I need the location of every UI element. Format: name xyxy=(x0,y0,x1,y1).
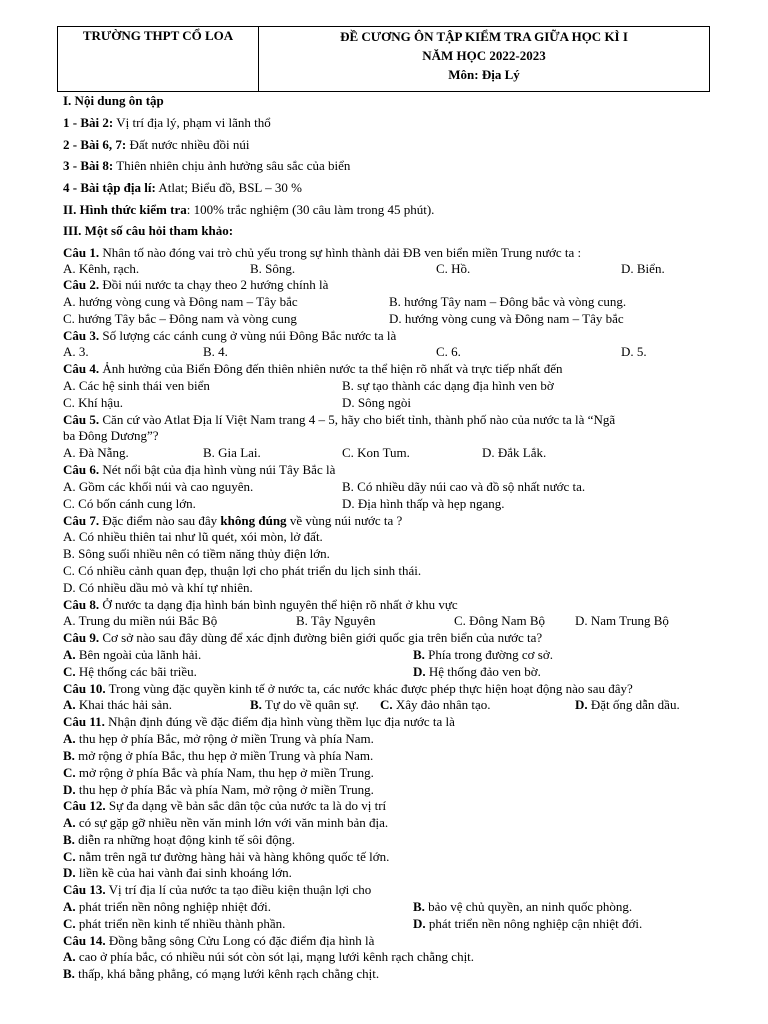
q2-option-b: B. hướng Tây nam – Đông bắc và vòng cung. xyxy=(389,294,627,309)
q4-option-b: B. sự tạo thành các dạng địa hình ven bờ xyxy=(342,378,554,393)
q2-option-c: C. hướng Tây bắc – Đông nam và vòng cung xyxy=(63,311,297,326)
title-line-1: ĐỀ CƯƠNG ÔN TẬP KIỂM TRA GIỮA HỌC KÌ I xyxy=(340,29,628,44)
question-4: Câu 4. Ảnh hưởng của Biển Đông đến thiên nhiên nước ta thể hiện rõ nhất và trực tiếp nhất đến xyxy=(63,361,563,376)
question-11: Câu 11. Nhận định đúng về đặc điểm địa hình vùng thềm lục địa nước ta là xyxy=(63,714,455,729)
exam-form: II. Hình thức kiểm tra: 100% trắc nghiệm (30 câu làm trong 45 phút). xyxy=(63,202,435,217)
q3-option-b: B. 4. xyxy=(203,344,228,359)
q2-option-d: D. hướng vòng cung và Đông nam – Tây bắc xyxy=(389,311,624,326)
q9-option-d: D. Hệ thống đảo ven bờ. xyxy=(413,664,541,679)
title-line-3: Môn: Địa Lý xyxy=(448,67,520,82)
q1-option-b: B. Sông. xyxy=(250,261,296,276)
q5-option-d: D. Đắk Lắk. xyxy=(482,445,547,460)
q8-option-a: A. Trung du miền núi Bắc Bộ xyxy=(63,613,218,628)
q12-option-c: C. nằm trên ngã tư đường hàng hải và hàng không quốc tế lớn. xyxy=(63,849,390,864)
question-12: Câu 12. Sự đa dạng về bản sắc dân tộc của nước ta là do vị trí xyxy=(63,798,387,813)
q1-option-c: C. Hồ. xyxy=(436,261,471,276)
topic-3: 3 - Bài 8: Thiên nhiên chịu ảnh hưởng sâu sắc của biển xyxy=(63,158,351,173)
question-5: Câu 5. Căn cứ vào Atlat Địa lí Việt Nam trang 4 – 5, hãy cho biết tỉnh, thành phố nào của nước ta là “Ngã xyxy=(63,412,616,427)
q11-option-d: D. thu hẹp ở phía Bắc và phía Nam, mở rộng ở miền Trung. xyxy=(63,782,374,797)
q9-option-a: A. Bên ngoài của lãnh hải. xyxy=(63,647,202,662)
question-1: Câu 1. Nhân tố nào đóng vai trò chủ yếu trong sự hình thành dải ĐB ven biển miền Trung nước ta : xyxy=(63,245,582,260)
q14-option-a: A. cao ở phía bắc, có nhiều núi sót còn sót lại, mạng lưới kênh rạch chằng chịt. xyxy=(63,949,475,964)
question-3: Câu 3. Số lượng các cánh cung ở vùng núi Đông Bắc nước ta là xyxy=(63,328,397,343)
q2-option-a: A. hướng vòng cung và Đông nam – Tây bắc xyxy=(63,294,298,309)
question-5-cont: ba Đông Dương”? xyxy=(63,428,159,443)
q11-option-c: C. mở rộng ở phía Bắc và phía Nam, thu hẹp ở miền Trung. xyxy=(63,765,374,780)
q3-option-c: C. 6. xyxy=(436,344,461,359)
question-2: Câu 2. Đồi núi nước ta chạy theo 2 hướng chính là xyxy=(63,277,329,292)
q5-option-a: A. Đà Nẵng. xyxy=(63,445,129,460)
q3-option-d: D. 5. xyxy=(621,344,647,359)
document-title xyxy=(259,27,710,92)
q6-option-d: D. Địa hình thấp và hẹp ngang. xyxy=(342,496,505,511)
question-7: Câu 7. Đặc điểm nào sau đây không đúng về vùng núi nước ta ? xyxy=(63,513,403,528)
q13-option-a: A. phát triển nền nông nghiệp nhiệt đới. xyxy=(63,899,271,914)
section-heading-content: I. Nội dung ôn tập xyxy=(63,93,164,108)
q9-option-c: C. Hệ thống các bãi triều. xyxy=(63,664,197,679)
q13-option-b: B. bảo vệ chủ quyền, an ninh quốc phòng. xyxy=(413,899,633,914)
question-10: Câu 10. Trong vùng đặc quyền kinh tế ở nước ta, các nước khác được phép thực hiện hoạt động nào sau đây? xyxy=(63,681,633,696)
q5-option-b: B. Gia Lai. xyxy=(203,445,261,460)
q6-option-a: A. Gồm các khối núi và cao nguyên. xyxy=(63,479,254,494)
q6-option-c: C. Có bốn cánh cung lớn. xyxy=(63,496,196,511)
question-6: Câu 6. Nét nổi bật của địa hình vùng núi Tây Bắc là xyxy=(63,462,336,477)
question-8: Câu 8. Ở nước ta dạng địa hình bán bình nguyên thể hiện rõ nhất ở khu vực xyxy=(63,597,458,612)
q13-option-d: D. phát triển nền nông nghiệp cận nhiệt đới. xyxy=(413,916,643,931)
q12-option-b: B. diễn ra những hoạt động kinh tế sôi động. xyxy=(63,832,295,847)
q7-option-b: B. Sông suối nhiều nên có tiềm năng thủy điện lớn. xyxy=(63,546,330,561)
section-heading-questions: III. Một số câu hỏi tham khảo: xyxy=(63,223,234,238)
q10-option-a: A. Khai thác hải sản. xyxy=(63,697,173,712)
q8-option-b: B. Tây Nguyên xyxy=(296,613,376,628)
q12-option-d: D. liền kề của hai vành đai sinh khoáng lớn. xyxy=(63,865,292,880)
q1-option-a: A. Kênh, rạch. xyxy=(63,261,140,276)
q10-option-d: D. Đặt ống dẫn dầu. xyxy=(575,697,680,712)
topic-1: 1 - Bài 2: Vị trí địa lý, phạm vi lãnh thổ xyxy=(63,115,271,130)
q10-option-b: B. Tự do về quân sự. xyxy=(250,697,359,712)
q4-option-c: C. Khí hậu. xyxy=(63,395,123,410)
topic-4: 4 - Bài tập địa lí: Atlat; Biểu đồ, BSL – 30 % xyxy=(63,180,302,195)
q6-option-b: B. Có nhiều dãy núi cao và đồ sộ nhất nước ta. xyxy=(342,479,586,494)
school-name: TRƯỜNG THPT CỔ LOA xyxy=(58,27,259,92)
q8-option-c: C. Đông Nam Bộ xyxy=(454,613,545,628)
question-13: Câu 13. Vị trí địa lí của nước ta tạo điều kiện thuận lợi cho xyxy=(63,882,372,897)
q14-option-b: B. thấp, khá bằng phẳng, có mạng lưới kênh rạch chằng chịt. xyxy=(63,966,380,981)
q10-option-c: C. Xây đảo nhân tạo. xyxy=(380,697,491,712)
q11-option-b: B. mở rộng ở phía Bắc, thu hẹp ở miền Trung và phía Nam. xyxy=(63,748,374,763)
q3-option-a: A. 3. xyxy=(63,344,89,359)
q7-option-d: D. Có nhiều dầu mỏ và khí tự nhiên. xyxy=(63,580,253,595)
q9-option-b: B. Phía trong đường cơ sở. xyxy=(413,647,553,662)
title-line-2: NĂM HỌC 2022-2023 xyxy=(422,48,546,63)
question-14: Câu 14. Đồng bằng sông Cửu Long có đặc điểm địa hình là xyxy=(63,933,375,948)
q13-option-c: C. phát triển nền kinh tế nhiều thành phần. xyxy=(63,916,286,931)
q5-option-c: C. Kon Tum. xyxy=(342,445,410,460)
q12-option-a: A. có sự gặp gỡ nhiều nền văn minh lớn với văn minh bản địa. xyxy=(63,815,389,830)
question-9: Câu 9. Cơ sở nào sau đây dùng để xác định đường biên giới quốc gia trên biển của nước ta? xyxy=(63,630,543,645)
q4-option-a: A. Các hệ sinh thái ven biển xyxy=(63,378,210,393)
q11-option-a: A. thu hẹp ở phía Bắc, mở rộng ở miền Trung và phía Nam. xyxy=(63,731,374,746)
q4-option-d: D. Sông ngòi xyxy=(342,395,411,410)
q7-option-c: C. Có nhiều cảnh quan đẹp, thuận lợi cho phát triển du lịch sinh thái. xyxy=(63,563,422,578)
q7-option-a: A. Có nhiều thiên tai như lũ quét, xói mòn, lở đất. xyxy=(63,529,323,544)
header-table xyxy=(57,26,710,92)
q1-option-d: D. Biển. xyxy=(621,261,665,276)
topic-2: 2 - Bài 6, 7: Đất nước nhiều đồi núi xyxy=(63,137,250,152)
q8-option-d: D. Nam Trung Bộ xyxy=(575,613,669,628)
